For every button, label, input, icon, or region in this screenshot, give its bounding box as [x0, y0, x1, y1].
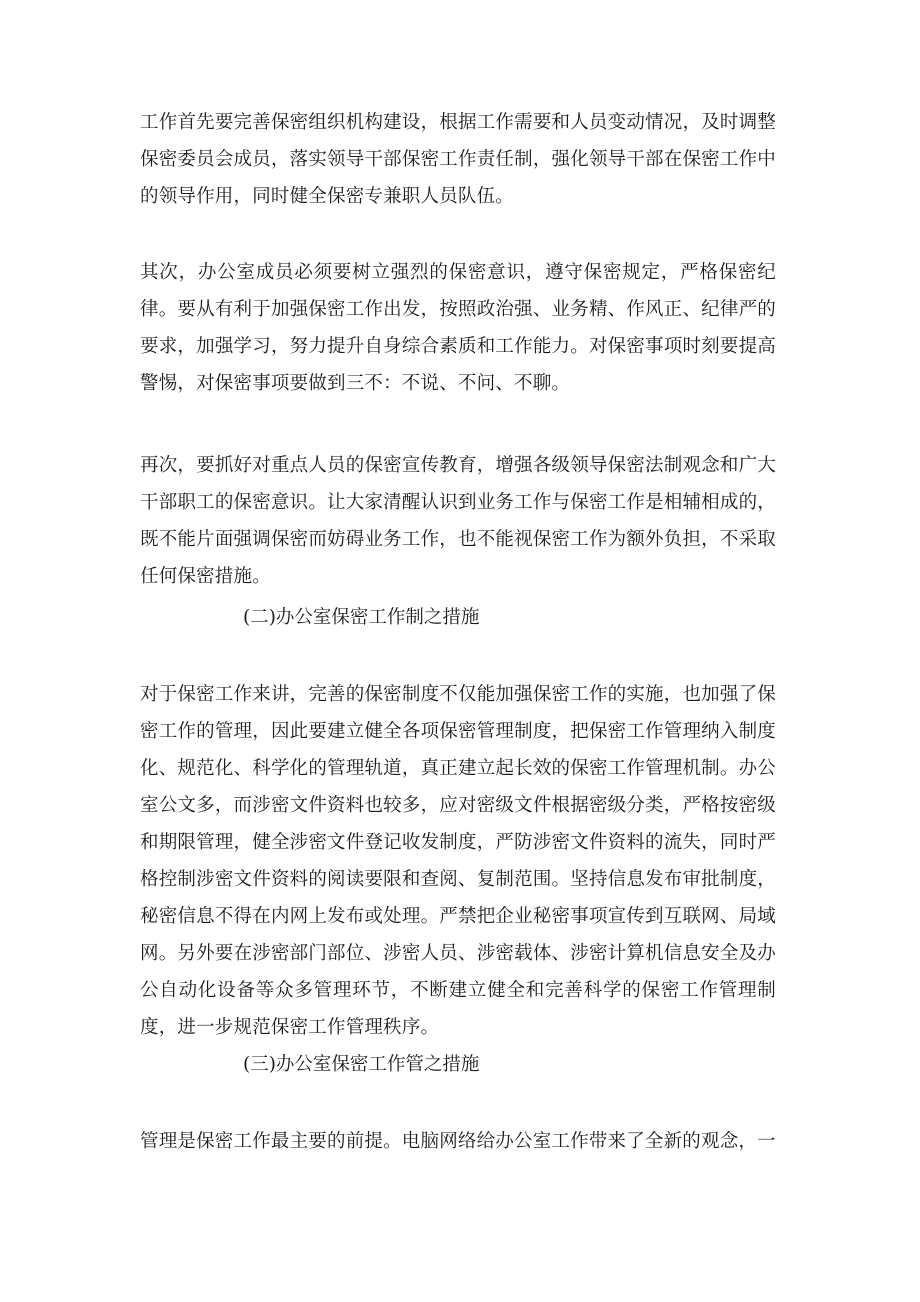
body-paragraph: 工作首先要完善保密组织机构建设，根据工作需要和人员变动情况，及时调整保密委员会成员，落实领导干部保密工作责任制，强化领导干部在保密工作中的领导作用，同时健全保密专兼职人员队伍。: [140, 112, 776, 207]
body-paragraph: 再次，要抓好对重点人员的保密宣传教育，增强各级领导保密法制观念和广大干部职工的保密意识。让大家清醒认识到业务工作与保密工作是相辅相成的，既不能片面强调保密而妨碍业务工作，也不能视保密工作为额外负担，不采取任何保密措施。: [140, 455, 776, 587]
section-heading: (二)办公室保密工作制之措施: [243, 607, 480, 628]
body-paragraph: 管理是保密工作最主要的前提。电脑网络给办公室工作带来了全新的观念，一: [140, 1131, 776, 1152]
body-paragraph: 对于保密工作来讲，完善的保密制度不仅能加强保密工作的实施，也加强了保密工作的管理，因此要建立健全各项保密管理制度，把保密工作管理纳入制度化、规范化、科学化的管理轨道，真正建立起长效的保密工作管理机制。办公室公文多，而涉密文件资料也较多，应对密级文件根据密级分类，严格按密级和期限管理，健全涉密文件登记收发制度，严防涉密文件资料的流失，同时严格控制涉密文件资料的阅读要限和查阅、复制范围。坚持信息发布审批制度，秘密信息不得在内网上发布或处理。严禁把企业秘密事项宣传到互联网、局域网。另外要在涉密部门部位、涉密人员、涉密载体、涉密计算机信息安全及办公自动化设备等众多管理环节，不断建立健全和完善科学的保密工作管理制度，进一步规范保密工作管理秩序。: [140, 684, 776, 1038]
section-heading: (三)办公室保密工作管之措施: [243, 1054, 480, 1075]
body-paragraph: 其次，办公室成员必须要树立强烈的保密意识，遵守保密规定，严格保密纪律。要从有利于加强保密工作出发，按照政治强、业务精、作风正、纪律严的要求，加强学习，努力提升自身综合素质和工作能力。对保密事项时刻要提高警惕，对保密事项要做到三不：不说、不问、不聊。: [140, 262, 776, 394]
